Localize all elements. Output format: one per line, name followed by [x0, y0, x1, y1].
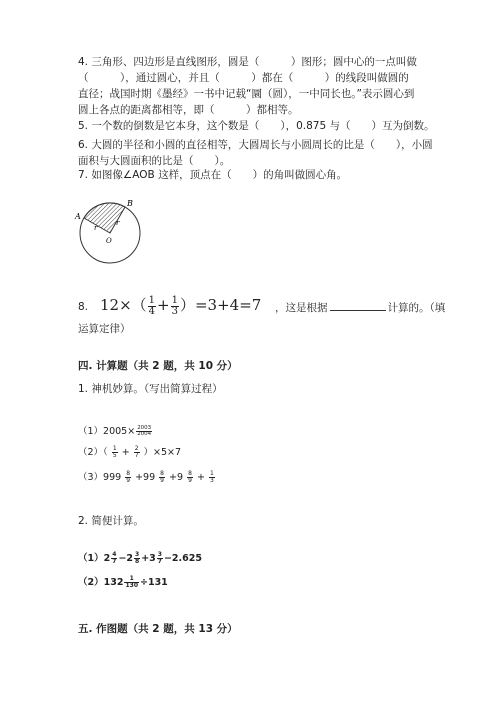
q4-line4: 圆上各点的距离都相等，即（ ）都相等。 [78, 104, 299, 116]
label-o: O [106, 237, 112, 245]
q8-after: ，这是根据 计算的。（填 [275, 302, 446, 314]
q8-fraction-1: $\frac{1}{4}$ [148, 294, 156, 317]
p1-2-fraction-1: $\frac{1}{5}$ [112, 445, 117, 459]
problem1-title: 1. 神机妙算。（写出简算过程） [78, 383, 223, 395]
section5-title: 五. 作图题（共 2 题，共 13 分） [78, 623, 238, 635]
circle-sector-figure [70, 195, 150, 265]
q8-answer-blank[interactable] [330, 300, 386, 311]
q4-line3: 直径；战国时期《墨经》一书中记载“圜（圆），一中同长也。”表示圆心到 [78, 88, 415, 100]
label-b: B [127, 199, 133, 208]
problem1-item3: （3）999 $\frac{8}{9}$ +99 $\frac{8}{9}$ +9 $\frac{8}{9}$ + $\frac{1}{3}$ [78, 470, 214, 484]
problem1-item1: （1）2005× $\frac{2003}{2004}$ [78, 424, 152, 437]
problem2-item1: （1）2 $\frac{4}{7}$ −2 $\frac{3}{8}$ +3 $\frac{3}{7}$ −2.625 [78, 551, 202, 565]
label-a: A [75, 212, 81, 221]
q8-tail: ）=3+4=7 [179, 296, 262, 314]
q8-equation [100, 294, 261, 317]
p2-1-fraction-a: $\frac{4}{7}$ [112, 551, 117, 565]
q6-line2: 面积与大圆面积的比是（ ）。 [78, 155, 231, 167]
q8-lead: 12×（ [100, 296, 147, 314]
problem1-item2: （2）（ $\frac{1}{5}$ + $\frac{2}{7}$ ）×5×7 [78, 445, 182, 459]
p1-2-fraction-2: $\frac{2}{7}$ [134, 445, 139, 459]
q8-line2: 运算定律） [78, 323, 131, 335]
section4-title: 四. 计算题（共 2 题，共 10 分） [78, 360, 238, 372]
p1-1-fraction: $\frac{2003}{2004}$ [137, 424, 152, 437]
label-r2: r [116, 219, 120, 227]
q6-line1: 6. 大圆的半径和小圆的直径相等，大圆周长与小圆周长的比是（ ），小圆 [78, 139, 433, 151]
q8-fraction-2: $\frac{1}{3}$ [171, 294, 178, 317]
q4-line1: 4. 三角形、四边形是直线图形，圆是（ ）图形；圆中心的一点叫做 [78, 56, 417, 68]
q4-line2: （ ），通过圆心，并且（ ）都在（ ）的线段叫做圆的 [78, 72, 409, 84]
p2-2-fraction: $\frac{1}{130}$ [125, 575, 138, 589]
problem2-item2: （2）132 $\frac{1}{130}$ ÷131 [78, 575, 168, 589]
problem2-title: 2. 简便计算。 [78, 515, 144, 527]
label-r1: r [94, 224, 98, 232]
q8-plus: + [157, 296, 170, 314]
p1-3-fraction-c: $\frac{8}{9}$ [188, 470, 192, 484]
p1-3-fraction-d: $\frac{1}{3}$ [209, 470, 214, 484]
q7-line1: 7. 如图像∠AOB 这样，顶点在（ ）的角叫做圆心角。 [78, 169, 348, 181]
q5-line1: 5. 一个数的倒数是它本身，这个数是（ ），0.875 与（ ）互为倒数。 [78, 120, 435, 132]
p1-3-fraction-a: $\frac{8}{9}$ [126, 470, 131, 484]
q8-number: 8. [78, 301, 89, 313]
sector-shaded [84, 203, 125, 233]
p2-1-fraction-c: $\frac{3}{7}$ [157, 551, 162, 565]
p2-1-fraction-b: $\frac{3}{8}$ [135, 551, 140, 565]
p1-3-fraction-b: $\frac{8}{9}$ [160, 470, 164, 484]
